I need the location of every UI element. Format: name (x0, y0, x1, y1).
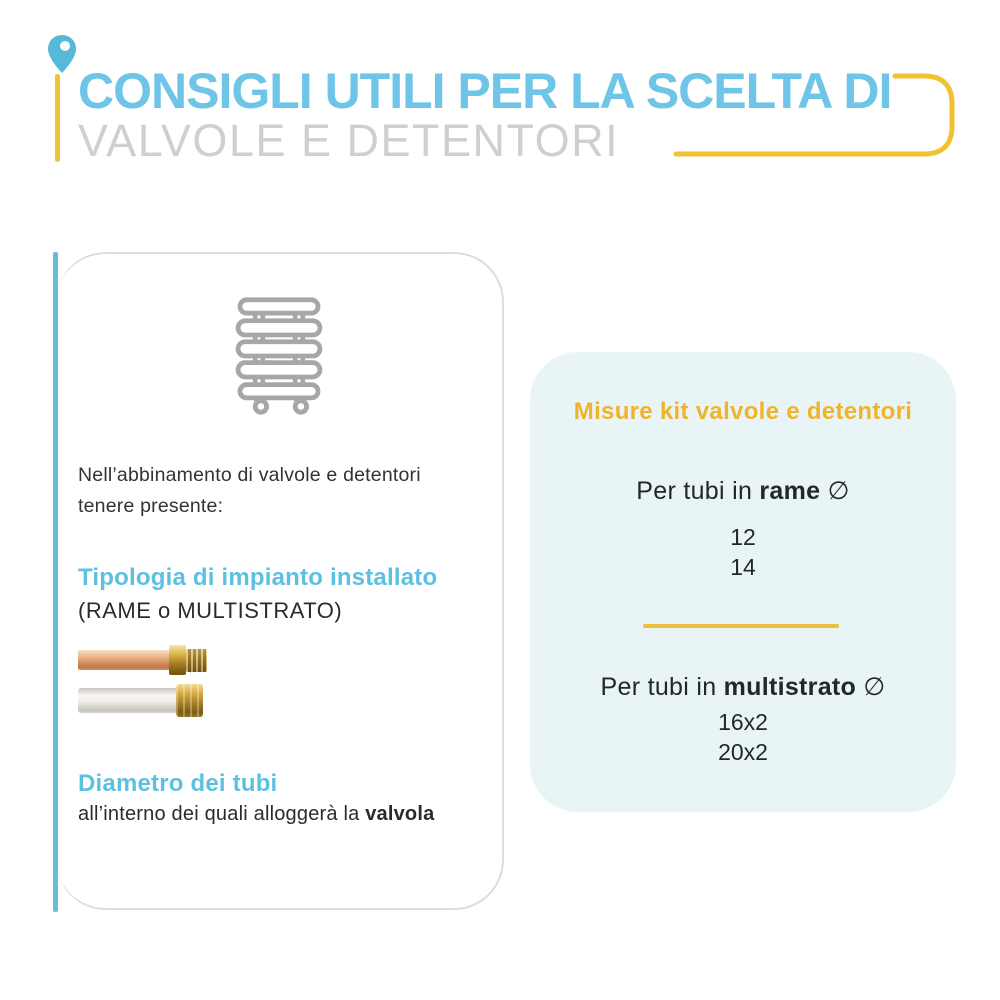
copper-tubes-label (530, 476, 956, 506)
multilayer-pipe-image (78, 684, 203, 717)
page-title-line2: VALVOLE E DETENTORI (78, 115, 620, 166)
copper-size-value: 12 (730, 524, 756, 550)
diameter-text-regular: all’interno dei quali alloggerà la (78, 803, 366, 825)
right-card-misure-kit (530, 352, 956, 812)
multilayer-tube (78, 688, 178, 713)
multilayer-size-value: 20x2 (718, 739, 768, 765)
left-card-accent-bar (53, 252, 58, 912)
intro-text (78, 460, 421, 521)
title-accent-bracket-right (668, 70, 958, 167)
brass-nut (169, 645, 186, 675)
radiator-icon (233, 296, 325, 421)
typology-heading: Tipologia di impianto installato (78, 564, 438, 591)
brass-thread (186, 649, 207, 672)
multilayer-label-regular: Per tubi in (600, 673, 724, 701)
intro-line2: tenere presente: (78, 494, 224, 517)
divider-line (643, 624, 839, 628)
left-card (56, 252, 504, 910)
brass-sleeve (176, 684, 203, 717)
copper-label-regular: Per tubi in (636, 477, 760, 505)
multilayer-size-value: 16x2 (718, 709, 768, 735)
misure-kit-heading: Misure kit valvole e detentori (573, 398, 913, 425)
multilayer-tubes-label (530, 672, 956, 702)
copper-pipe-image (78, 645, 207, 675)
page-title-line1: CONSIGLI UTILI PER LA SCELTA DI (78, 63, 892, 119)
copper-label-bold: rame (759, 477, 821, 505)
multilayer-label-bold: multistrato (723, 673, 857, 701)
copper-size-value: 14 (730, 554, 756, 580)
title-accent-bar-left (55, 74, 60, 162)
location-pin-icon (46, 34, 78, 79)
intro-line1: Nell’abbinamento di valvole e detentori (78, 464, 421, 486)
diameter-symbol: ∅ (856, 673, 886, 701)
typology-subheading: (RAME o MULTISTRATO) (78, 598, 343, 623)
diameter-heading: Diametro dei tubi (78, 770, 278, 797)
diameter-text-bold: valvola (365, 803, 435, 825)
diameter-symbol: ∅ (820, 477, 850, 505)
copper-tube (78, 650, 170, 670)
diameter-text (78, 803, 434, 826)
